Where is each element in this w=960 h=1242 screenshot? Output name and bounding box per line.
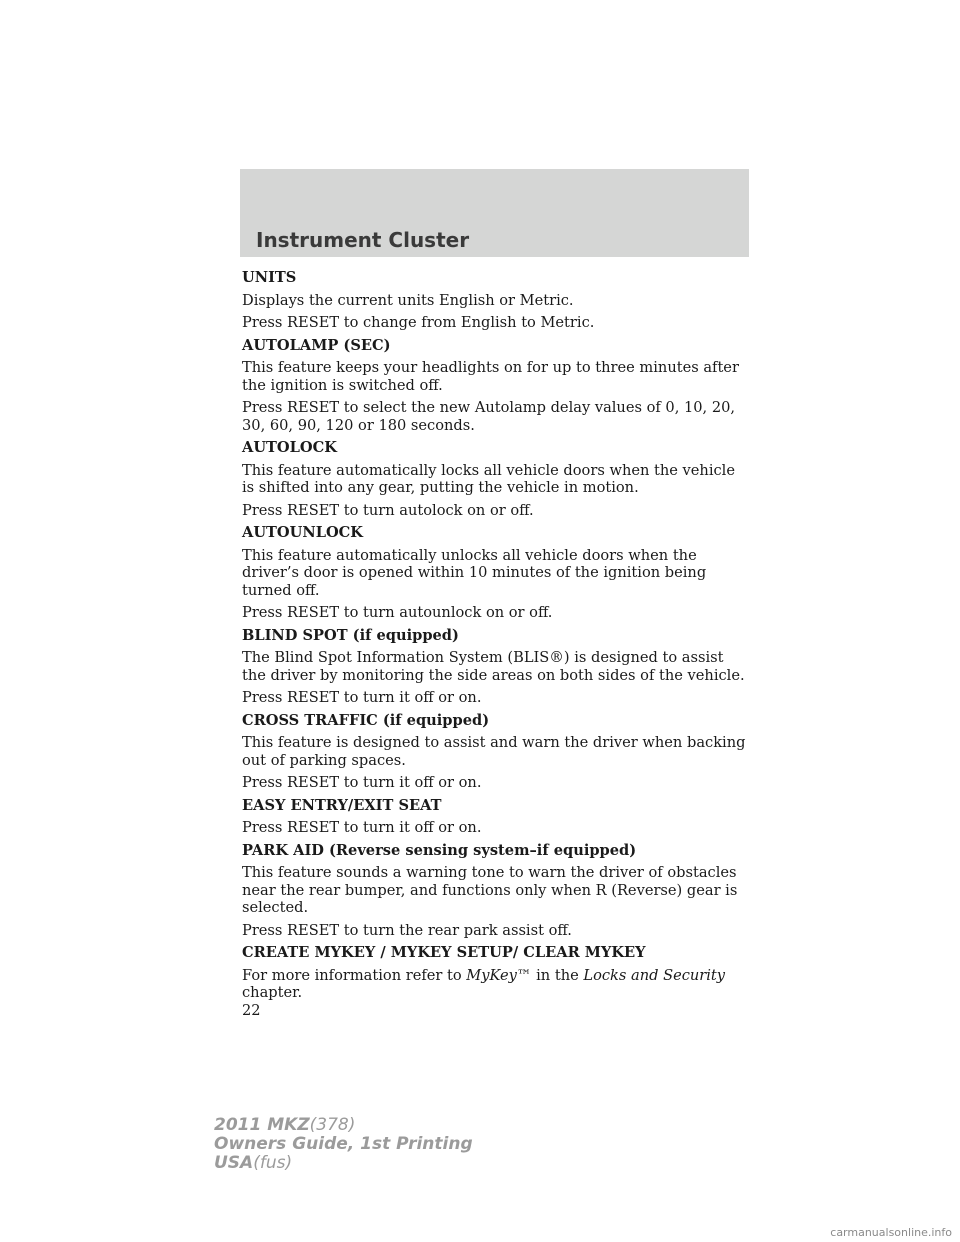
paragraph: Press RESET to turn autounlock on or off. — [242, 604, 553, 621]
paragraph: Displays the current units English or Metric. — [242, 291, 574, 309]
paragraph: This feature automatically locks all vehicle doors when the vehicle is shifted into any gear, putting the vehicle in motion. — [242, 461, 735, 496]
paragraph: This feature sounds a warning tone to warn the driver of obstacles near the rear bumper, and functions only when R (Reverse) gear is selected. — [242, 864, 738, 916]
footer-market-code: (fus) — [253, 1153, 293, 1173]
footer-market: USA — [214, 1153, 254, 1173]
heading-easy-entry: EASY ENTRY/EXIT SEAT — [242, 796, 442, 814]
reference-paragraph — [242, 967, 747, 1002]
paragraph: Press RESET to turn autolock on or off. — [242, 501, 534, 519]
watermark: carmanualsonline.info — [830, 1226, 952, 1239]
paragraph: This feature is designed to assist and warn the driver when backing out of parking spaces. — [242, 734, 746, 769]
paragraph: This feature automatically unlocks all vehicle doors when the driver’s door is opened within 10 minutes of the ignition being turned off. — [242, 546, 707, 599]
reference-text: in the — [531, 966, 584, 984]
footer-printing: Owners Guide, 1st Printing — [214, 1134, 473, 1154]
footer-line-printing — [214, 1135, 473, 1154]
paragraph: Press RESET to turn it off or on. — [242, 774, 482, 791]
footer-line-model — [214, 1116, 473, 1135]
paragraph: Press RESET to turn the rear park assist off. — [242, 921, 572, 939]
paragraph: Press RESET to select the new Autolamp delay values of 0, 10, 20, 30, 60, 90, 120 or 180 seconds. — [242, 399, 736, 434]
page-number: 22 — [242, 1001, 261, 1019]
chapter-reference: Locks and Security — [583, 966, 726, 984]
mykey-reference: MyKey™ — [466, 966, 532, 984]
heading-autolock: AUTOLOCK — [242, 439, 337, 456]
paragraph: Press RESET to change from English to Metric. — [242, 314, 595, 331]
heading-cross-traffic: CROSS TRAFFIC (if equipped) — [242, 711, 490, 729]
page-content — [242, 269, 747, 1019]
heading-autounlock: AUTOUNLOCK — [242, 524, 363, 541]
section-title: Instrument Cluster — [256, 228, 470, 252]
heading-park-aid: PARK AID (Reverse sensing system–if equipped) — [242, 841, 637, 859]
heading-autolamp: AUTOLAMP (SEC) — [242, 336, 391, 354]
section-header-band — [240, 169, 749, 257]
paragraph: Press RESET to turn it off or on. — [242, 689, 482, 706]
print-footer — [214, 1116, 473, 1173]
heading-blind-spot: BLIND SPOT (if equipped) — [242, 626, 459, 644]
heading-units: UNITS — [242, 269, 297, 286]
reference-text: For more information refer to — [242, 966, 467, 984]
footer-code: (378) — [309, 1115, 356, 1135]
footer-line-market — [214, 1154, 473, 1173]
paragraph: Press RESET to turn it off or on. — [242, 819, 482, 836]
paragraph: This feature keeps your headlights on for up to three minutes after the ignition is switched off. — [242, 359, 739, 394]
heading-mykey: CREATE MYKEY / MYKEY SETUP/ CLEAR MYKEY — [242, 944, 646, 961]
reference-text: chapter. — [242, 984, 303, 1001]
footer-model: 2011 MKZ — [214, 1115, 310, 1135]
paragraph: The Blind Spot Information System (BLIS®) is designed to assist the driver by monitoring the side areas on both sides of the vehicle. — [242, 649, 745, 684]
